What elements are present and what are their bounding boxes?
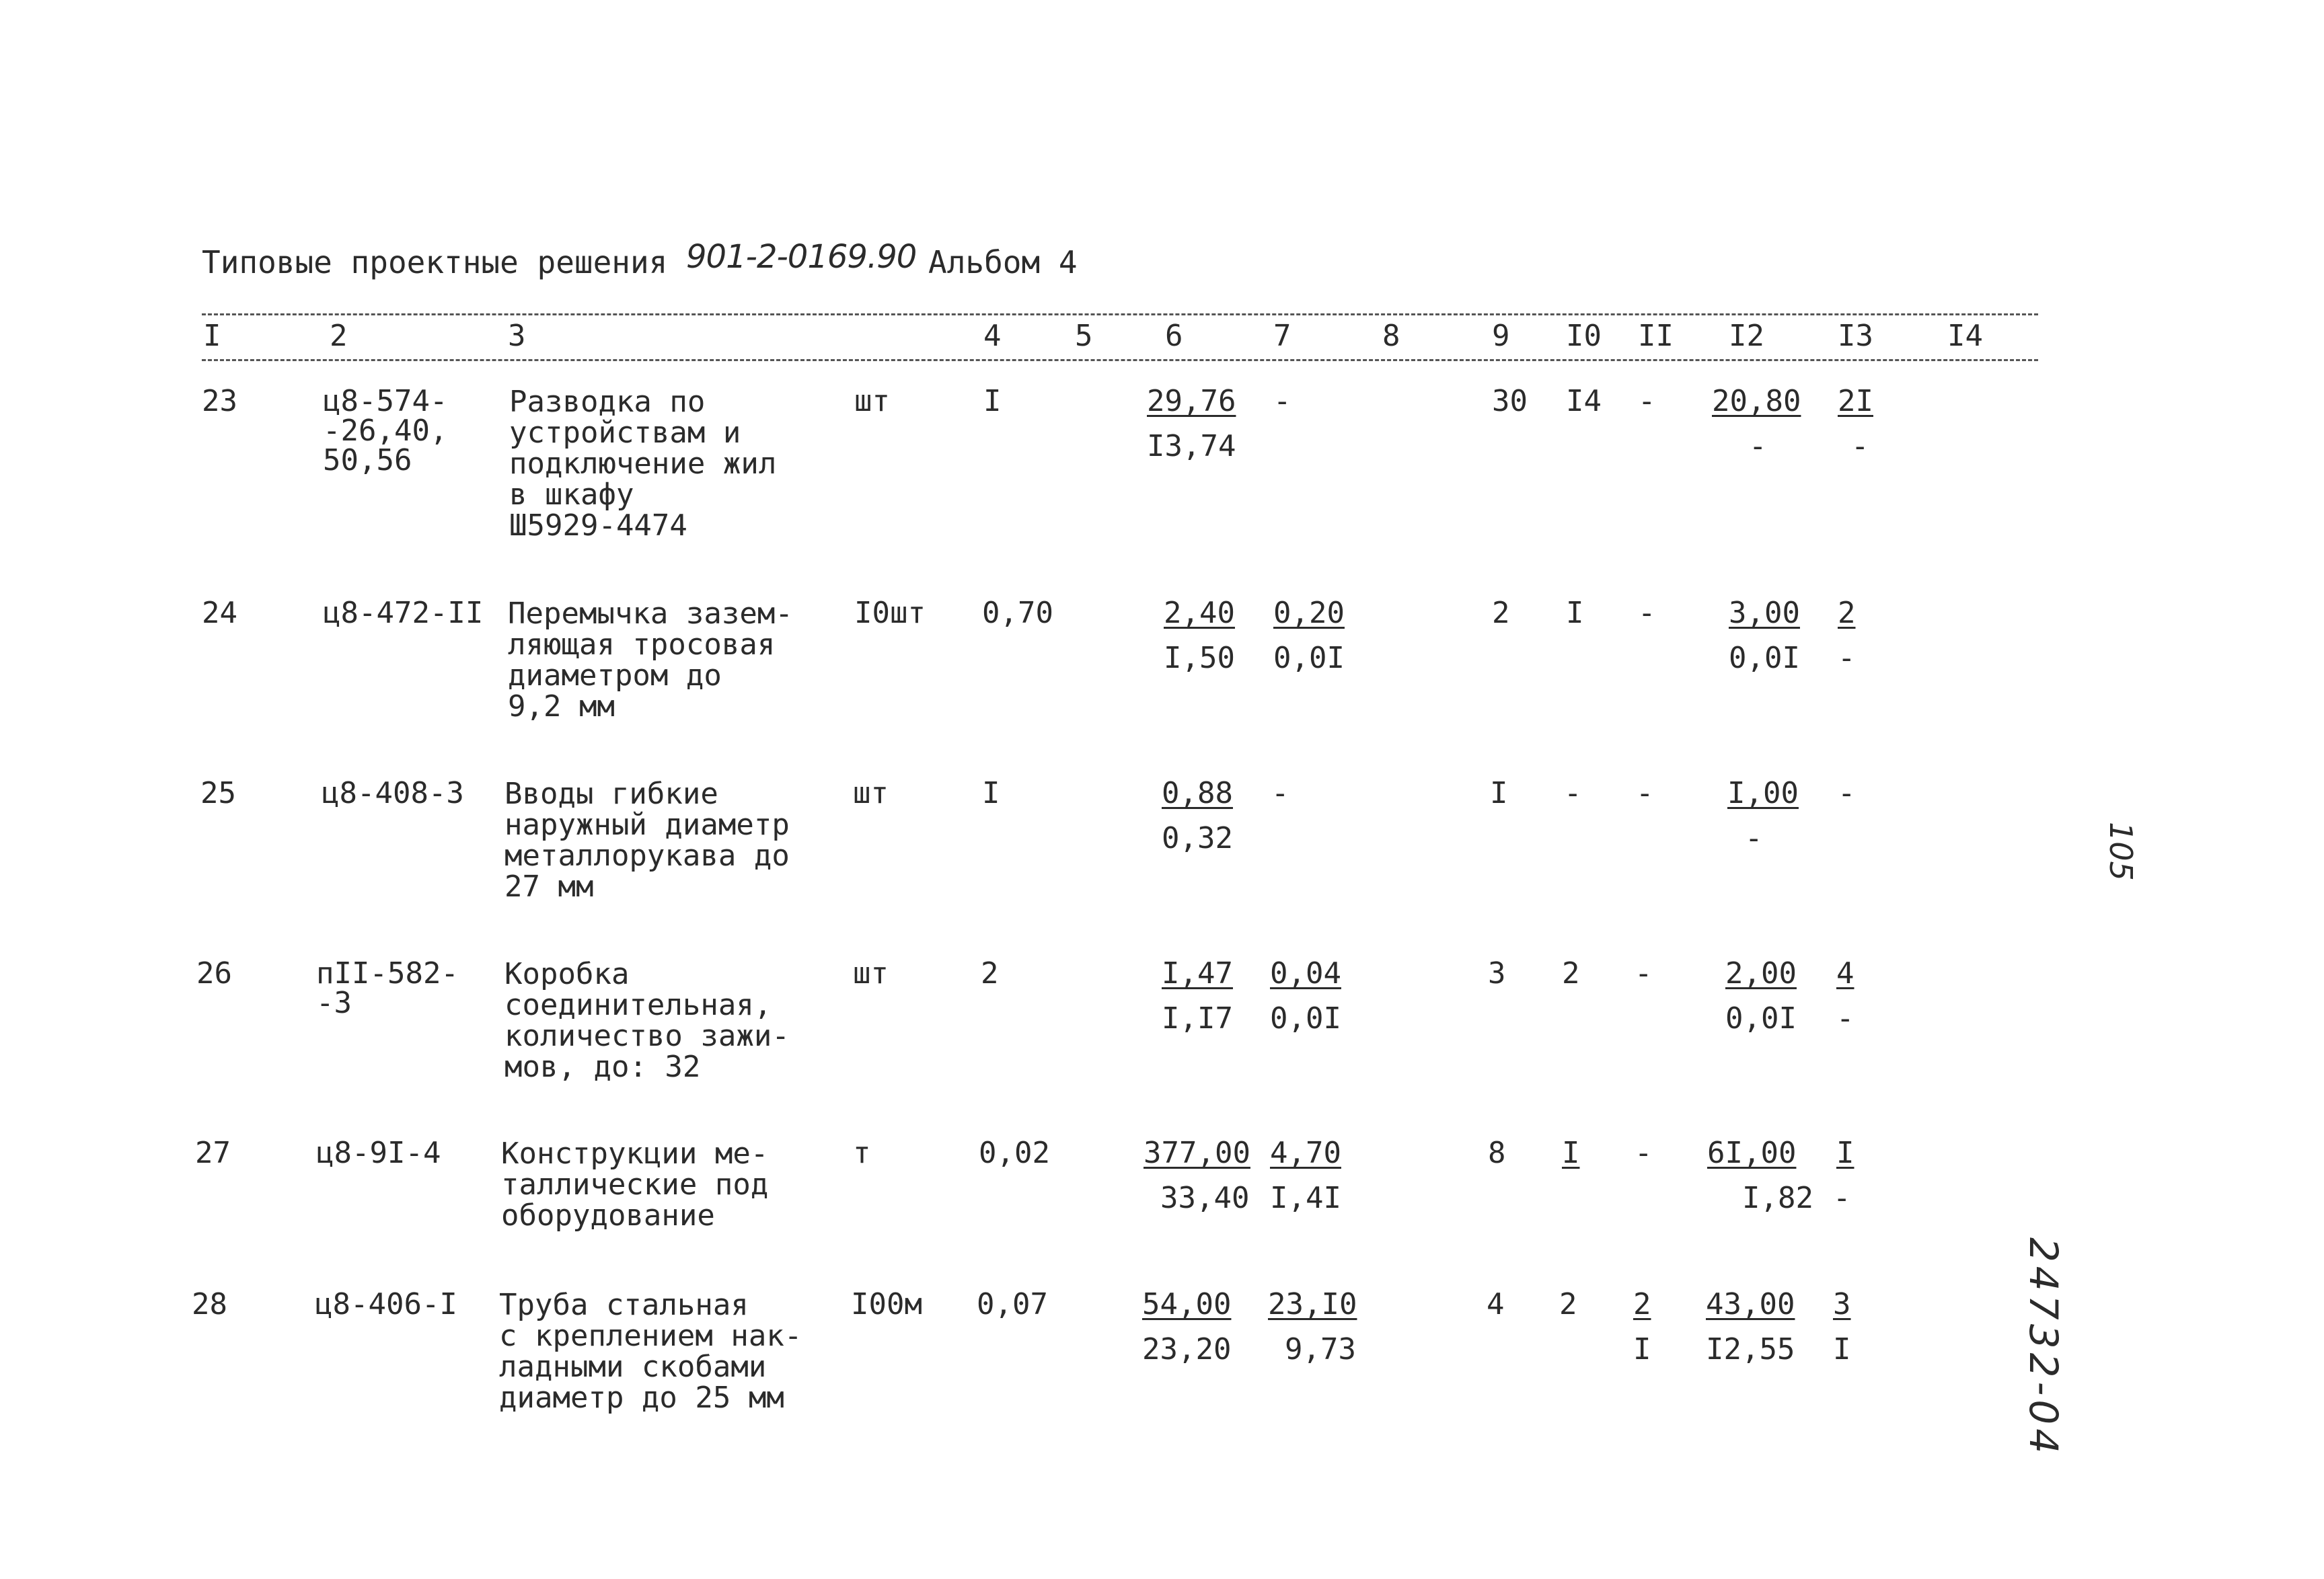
col7-top: -: [1271, 776, 1289, 810]
row-number: 28: [192, 1287, 227, 1321]
row-number: 23: [202, 384, 237, 418]
col12-top: I,00: [1727, 776, 1799, 810]
col12-bottom: I,82: [1742, 1181, 1813, 1215]
col7-top: -: [1273, 384, 1291, 418]
row-number: 25: [200, 776, 236, 810]
col-header-10: I0: [1566, 319, 1602, 353]
row-unit: шт: [854, 384, 890, 418]
col6-top: 29,76: [1147, 384, 1236, 418]
document-number: 24732-04: [2021, 1237, 2066, 1458]
col6-top: 54,00: [1142, 1287, 1232, 1321]
col13-bottom: -: [1851, 429, 1869, 463]
row-unit: I0шт: [854, 596, 926, 630]
col9: I: [1490, 776, 1508, 810]
col10: I4: [1566, 384, 1602, 418]
row-description: Разводка по устройствам и подключение жил в шкафу Ш5929-4474: [509, 385, 777, 543]
col6-bottom: I,I7: [1162, 1001, 1233, 1036]
col10: 2: [1562, 956, 1580, 991]
row-unit: т: [853, 1136, 871, 1170]
col6-top: 0,88: [1162, 776, 1233, 810]
col-header-2: 2: [330, 319, 348, 353]
col6-top: 2,40: [1164, 596, 1235, 630]
col6-bottom: 0,32: [1162, 821, 1233, 855]
row-unit: шт: [853, 776, 889, 810]
row-description: Конструкции ме- таллические под оборудование: [501, 1137, 769, 1233]
row-code: ц8-9I-4: [316, 1136, 441, 1170]
col12-top: 6I,00: [1707, 1136, 1797, 1170]
col10: I: [1562, 1136, 1580, 1170]
row-number: 24: [202, 596, 237, 630]
col11: -: [1636, 776, 1654, 810]
row-number: 27: [195, 1136, 231, 1170]
row-description: Коробка соединительная, количество зажи- мов, до: 32: [504, 957, 790, 1084]
row-quantity: 0,70: [982, 596, 1053, 630]
col-header-4: 4: [983, 319, 1002, 353]
col13-top: 2I: [1838, 384, 1873, 418]
col7-bottom: 0,0I: [1270, 1001, 1341, 1036]
col12-bottom: 0,0I: [1725, 1001, 1797, 1036]
col9: 3: [1488, 956, 1506, 991]
col-header-11: II: [1638, 319, 1674, 353]
col7-bottom: I,4I: [1270, 1181, 1341, 1215]
col12-top: 3,00: [1729, 596, 1800, 630]
row-description: Труба стальная с креплением нак- ладными скобами диаметр до 25 мм: [499, 1288, 802, 1415]
col13-top: 4: [1836, 956, 1854, 991]
col9: 8: [1488, 1136, 1506, 1170]
col-header-9: 9: [1492, 319, 1510, 353]
row-code: ц8-472-II: [323, 596, 484, 630]
col9: 30: [1492, 384, 1528, 418]
col7-top: 0,04: [1270, 956, 1341, 991]
col-header-1: I: [203, 319, 221, 353]
col12-bottom: -: [1745, 821, 1763, 855]
header-rule-top: [202, 313, 2038, 315]
col12-top: 43,00: [1706, 1287, 1795, 1321]
col9: 4: [1487, 1287, 1505, 1321]
row-quantity: I: [983, 384, 1002, 418]
header-rule-bottom: [202, 359, 2038, 361]
col11: -: [1638, 596, 1656, 630]
row-code: ц8-406-I: [315, 1287, 457, 1321]
col12-bottom: 0,0I: [1729, 641, 1800, 675]
col-header-14: I4: [1947, 319, 1983, 353]
col-header-5: 5: [1075, 319, 1093, 353]
col-header-6: 6: [1165, 319, 1183, 353]
col13-bottom: -: [1838, 641, 1856, 675]
col6-bottom: I,50: [1164, 641, 1235, 675]
col11-top: 2: [1633, 1287, 1651, 1321]
col11: -: [1635, 1136, 1653, 1170]
col11-bottom: I: [1633, 1332, 1651, 1366]
row-number: 26: [196, 956, 232, 991]
page-number-mark: 105: [2103, 822, 2139, 881]
col11: -: [1638, 384, 1656, 418]
col13-top: 3: [1833, 1287, 1851, 1321]
col-header-12: I2: [1729, 319, 1764, 353]
col10: 2: [1559, 1287, 1577, 1321]
col6-top: I,47: [1162, 956, 1233, 991]
col7-bottom: 9,73: [1285, 1332, 1356, 1366]
col7-top: 4,70: [1270, 1136, 1341, 1170]
col13-bottom: -: [1833, 1181, 1851, 1215]
row-unit: шт: [853, 956, 889, 991]
col6-bottom: I3,74: [1147, 429, 1236, 463]
col-header-13: I3: [1838, 319, 1873, 353]
col7-bottom: 0,0I: [1273, 641, 1345, 675]
row-code: ц8-408-3: [322, 776, 464, 810]
col10: -: [1564, 776, 1582, 810]
row-description: Перемычка зазем- ляющая тросовая диаметром до 9,2 мм: [508, 596, 793, 724]
col13-top: 2: [1838, 596, 1856, 630]
doc-project-number: 901-2-0169.90: [686, 238, 917, 276]
col7-top: 0,20: [1273, 596, 1345, 630]
col10: I: [1566, 596, 1584, 630]
col13-top: I: [1836, 1136, 1854, 1170]
row-unit: I00м: [851, 1287, 922, 1321]
col13-bottom: I: [1833, 1332, 1851, 1366]
col-header-3: 3: [508, 319, 526, 353]
row-quantity: 0,07: [977, 1287, 1048, 1321]
row-code: ц8-574- -26,40, 50,56: [323, 384, 448, 477]
col12-top: 2,00: [1725, 956, 1797, 991]
col9: 2: [1492, 596, 1510, 630]
col6-bottom: 23,20: [1142, 1332, 1232, 1366]
col13-bottom: -: [1836, 1001, 1854, 1036]
row-quantity: 0,02: [979, 1136, 1050, 1170]
col7-top: 23,I0: [1268, 1287, 1357, 1321]
col-header-8: 8: [1382, 319, 1400, 353]
doc-header-title: Типовые проектные решения: [202, 244, 668, 280]
col12-bottom: -: [1749, 429, 1767, 463]
col-header-7: 7: [1273, 319, 1291, 353]
col13-top: -: [1838, 776, 1856, 810]
col12-top: 20,80: [1712, 384, 1801, 418]
row-quantity: 2: [981, 956, 999, 991]
doc-album: Альбом 4: [928, 244, 1078, 280]
col11: -: [1635, 956, 1653, 991]
col6-top: 377,00: [1144, 1136, 1250, 1170]
col6-bottom: 33,40: [1160, 1181, 1250, 1215]
row-code: пII-582- -3: [316, 956, 459, 1020]
row-description: Вводы гибкие наружный диаметр металлорукава до 27 мм: [504, 777, 790, 904]
col12-bottom: I2,55: [1706, 1332, 1795, 1366]
row-quantity: I: [982, 776, 1000, 810]
